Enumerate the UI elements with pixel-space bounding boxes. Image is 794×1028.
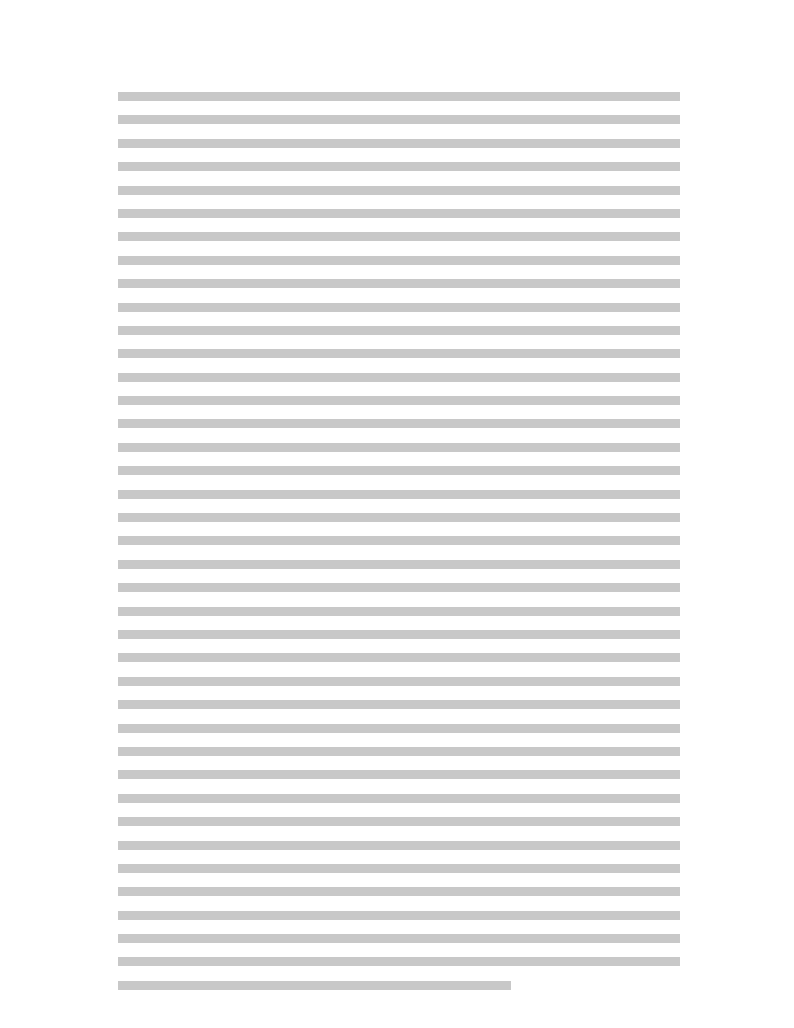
text-line-placeholder (118, 186, 680, 195)
text-line-placeholder (118, 256, 680, 265)
text-line-placeholder (118, 630, 680, 639)
text-line-placeholder (118, 747, 680, 756)
text-line-placeholder (118, 139, 680, 148)
text-line-placeholder (118, 466, 680, 475)
text-line-placeholder (118, 396, 680, 405)
body-text (118, 92, 680, 1004)
text-line-placeholder (118, 677, 680, 686)
text-line-placeholder (118, 162, 680, 171)
text-line-placeholder (118, 583, 680, 592)
text-line-placeholder (118, 887, 680, 896)
text-line-placeholder (118, 770, 680, 779)
text-line-placeholder (118, 794, 680, 803)
text-line-placeholder (118, 607, 680, 616)
text-line-placeholder (118, 92, 680, 101)
text-line-placeholder (118, 957, 680, 966)
text-line-placeholder (118, 326, 680, 335)
text-line-placeholder (118, 443, 680, 452)
text-line-placeholder (118, 373, 680, 382)
text-line-placeholder (118, 303, 680, 312)
text-line-placeholder (118, 911, 680, 920)
text-line-placeholder (118, 419, 680, 428)
text-line-placeholder (118, 536, 680, 545)
text-line-placeholder (118, 349, 680, 358)
text-line-placeholder (118, 653, 680, 662)
text-line-placeholder (118, 817, 680, 826)
text-line-placeholder (118, 115, 680, 124)
text-line-placeholder (118, 724, 680, 733)
text-line-placeholder (118, 513, 680, 522)
text-line-placeholder (118, 841, 680, 850)
text-line-placeholder (118, 700, 680, 709)
text-line-placeholder (118, 279, 680, 288)
text-line-placeholder (118, 981, 511, 990)
text-line-placeholder (118, 232, 680, 241)
text-line-placeholder (118, 864, 680, 873)
text-line-placeholder (118, 490, 680, 499)
text-line-placeholder (118, 560, 680, 569)
text-line-placeholder (118, 934, 680, 943)
text-line-placeholder (118, 209, 680, 218)
